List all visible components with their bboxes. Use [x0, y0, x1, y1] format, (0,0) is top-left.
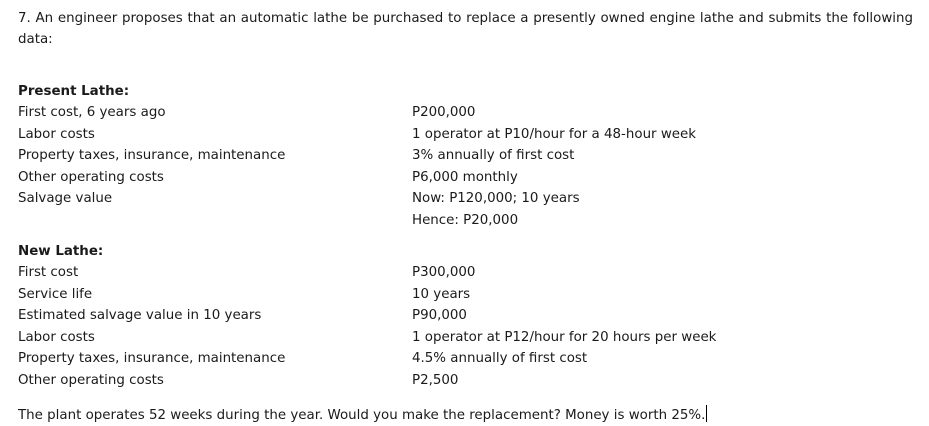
row-label: Property taxes, insurance, maintenance — [18, 148, 286, 163]
present-lathe-title: Present Lathe: — [18, 84, 130, 99]
row-value: P6,000 monthly — [412, 169, 518, 185]
closing-paragraph[interactable] — [18, 405, 913, 426]
row-label: Labor costs — [18, 126, 95, 142]
present-row-salvage-value — [18, 188, 913, 210]
row-value: P2,500 — [412, 372, 459, 388]
row-value: Now: P120,000; 10 years — [412, 191, 580, 206]
new-row-other-operating — [18, 370, 913, 392]
row-value: 1 operator at P12/hour for 20 hours per week — [412, 329, 717, 345]
new-lathe-section — [18, 241, 913, 391]
new-row-salvage-value — [18, 305, 913, 327]
row-value: P90,000 — [412, 308, 467, 323]
present-row-other-operating — [18, 167, 913, 189]
row-value: 3% annually of first cost — [412, 148, 575, 163]
present-row-labor-costs — [18, 124, 913, 146]
row-label: Estimated salvage value in 10 years — [18, 308, 262, 323]
present-lathe-section — [18, 81, 913, 231]
row-label: Other operating costs — [18, 169, 164, 185]
row-value: 10 years — [412, 286, 471, 302]
text-cursor — [706, 405, 707, 422]
row-label: Other operating costs — [18, 372, 164, 388]
new-row-property-taxes — [18, 348, 913, 370]
new-lathe-title: New Lathe: — [18, 244, 104, 259]
present-row-property-taxes — [18, 145, 913, 167]
present-row-first-cost — [18, 102, 913, 124]
row-label: First cost, 6 years ago — [18, 105, 166, 120]
row-value: P200,000 — [412, 105, 476, 120]
row-label: Salvage value — [18, 191, 113, 206]
problem-document — [18, 8, 913, 426]
new-row-first-cost — [18, 262, 913, 284]
row-value: 1 operator at P10/hour for a 48-hour week — [412, 126, 697, 142]
row-label: Labor costs — [18, 329, 95, 345]
closing-question: The plant operates 52 weeks during the year. Would you make the replacement? Money is worth 25%. — [18, 408, 706, 423]
new-row-service-life — [18, 284, 913, 306]
row-value: P300,000 — [412, 265, 476, 280]
row-value: 4.5% annually of first cost — [412, 351, 588, 366]
present-row-salvage-hence — [18, 210, 913, 232]
row-label: First cost — [18, 265, 79, 280]
row-label: Property taxes, insurance, maintenance — [18, 351, 286, 366]
row-label: Service life — [18, 286, 93, 302]
row-value: Hence: P20,000 — [412, 212, 519, 228]
new-row-labor-costs — [18, 327, 913, 349]
problem-intro: 7. An engineer proposes that an automatic lathe be purchased to replace a presently owned engine lathe and submits the following data: — [18, 11, 913, 47]
row-label — [18, 210, 412, 232]
